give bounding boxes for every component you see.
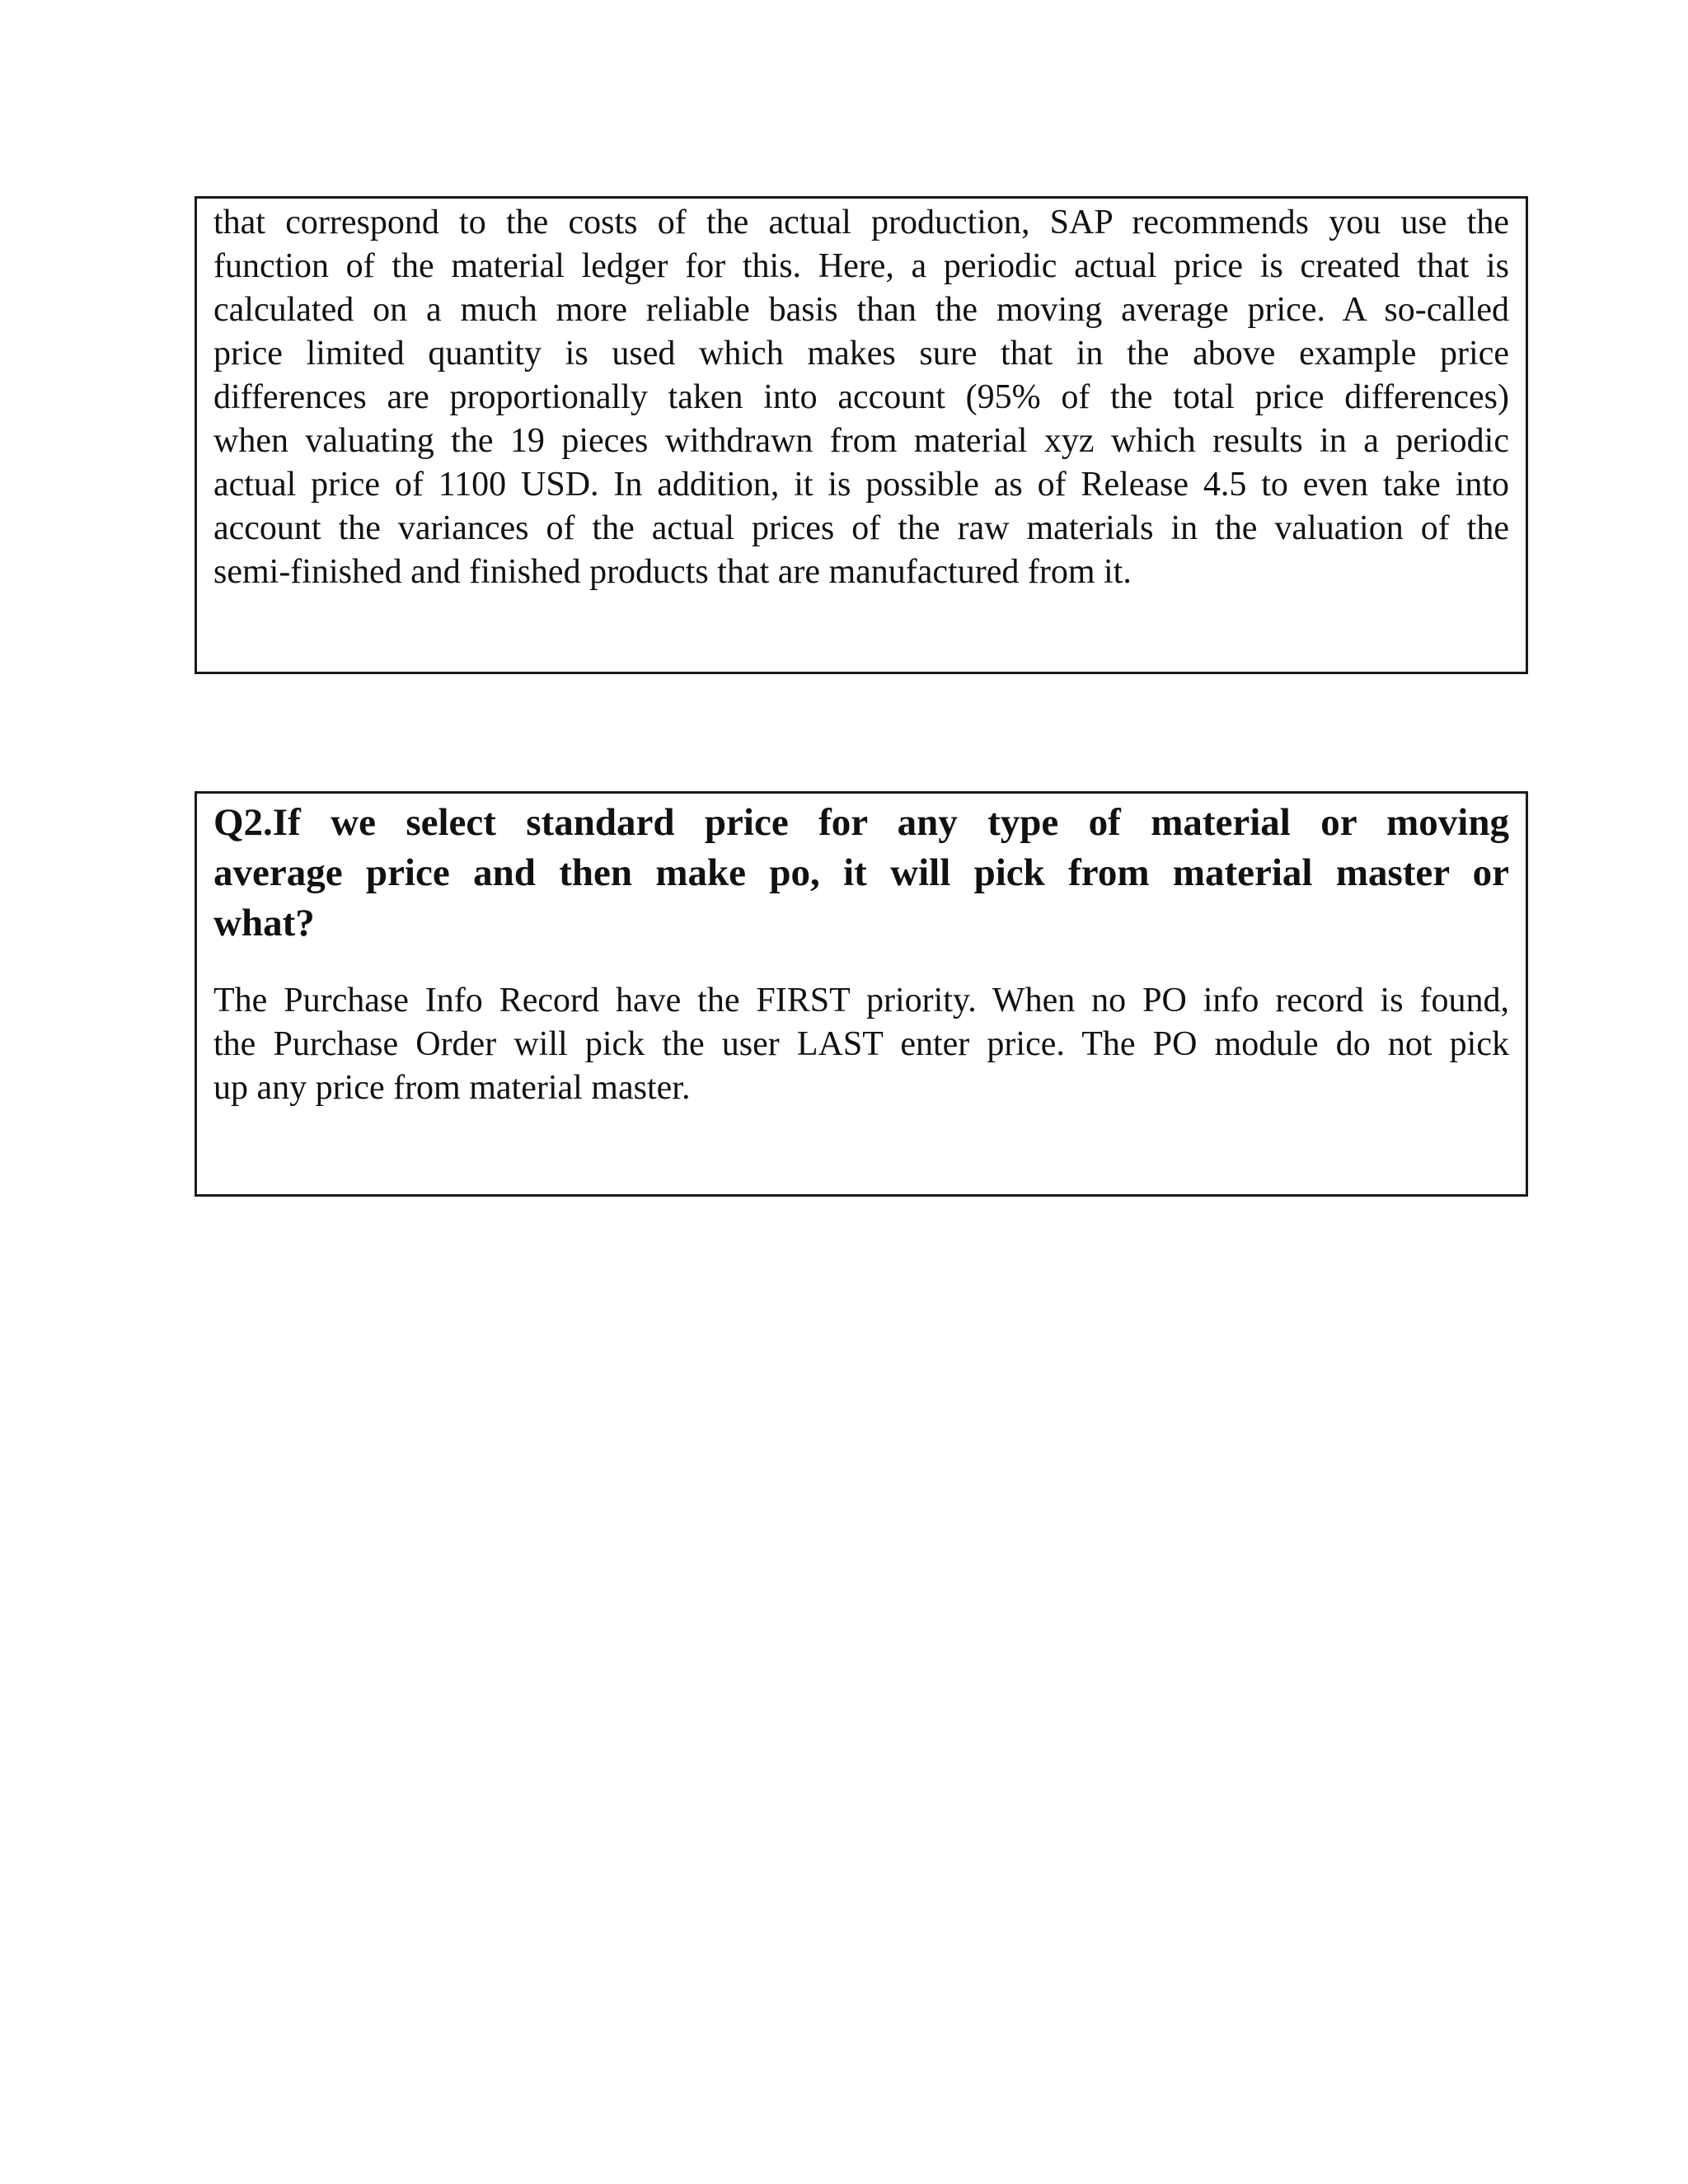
question-line: Q2.If we select standard price for any type of material or moving [213,801,1509,844]
answer-continuation-box [195,196,1528,674]
text-line: semi-finished and finished products that are manufactured from it. [213,553,1132,591]
answer-line: The Purchase Info Record have the FIRST priority. When no PO info record is found, [213,982,1509,1019]
text-line: calculated on a much more reliable basis than the moving average price. A so-called [213,291,1509,329]
text-line: that correspond to the costs of the actual production, SAP recommends you use the [213,204,1509,241]
text-line: account the variances of the actual prices of the raw materials in the valuation of the [213,509,1509,547]
answer-line: up any price from material master. [213,1069,691,1107]
q2-question [213,798,1509,949]
answer-line: the Purchase Order will pick the user LAST enter price. The PO module do not pick [213,1025,1509,1063]
text-line: actual price of 1100 USD. In addition, it is possible as of Release 4.5 to even take into [213,466,1509,504]
q2-box [195,791,1528,1197]
q2-answer [213,979,1509,1110]
question-line: what? [213,902,315,944]
question-line: average price and then make po, it will pick from material master or [213,851,1509,894]
answer-continuation-text [213,201,1509,594]
text-line: function of the material ledger for this. Here, a periodic actual price is created that is [213,247,1509,285]
text-line: when valuating the 19 pieces withdrawn from material xyz which results in a periodic [213,422,1509,460]
text-line: price limited quantity is used which makes sure that in the above example price [213,335,1509,373]
text-line: differences are proportionally taken into account (95% of the total price differences) [213,378,1509,416]
